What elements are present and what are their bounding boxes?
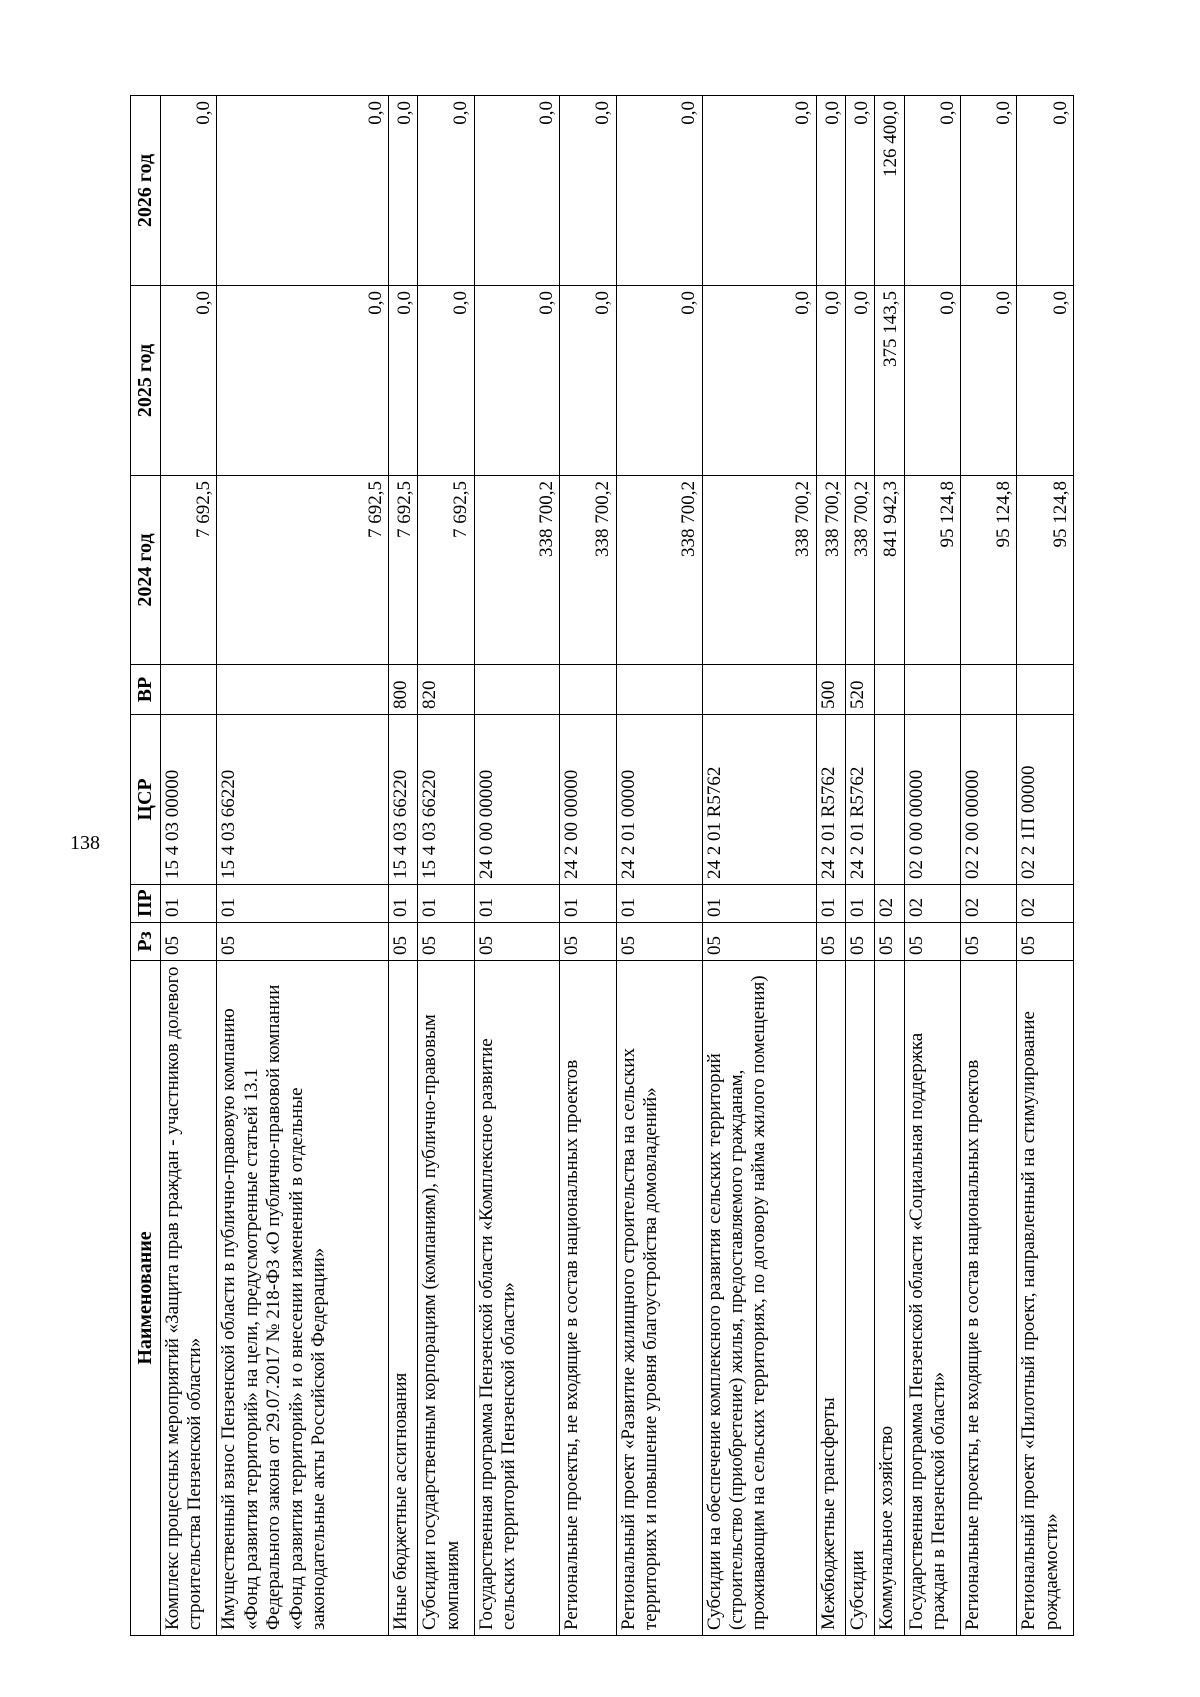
cell-2025: 0,0 (845, 286, 874, 476)
cell-name: Коммунальное хозяйство (875, 961, 904, 1636)
cell-pr: 01 (217, 885, 389, 923)
cell-vr: 820 (418, 665, 474, 715)
table-row (474, 96, 560, 1636)
cell-rz: 05 (1017, 923, 1074, 961)
cell-2024: 7 692,5 (161, 476, 217, 665)
cell-vr (161, 665, 217, 715)
cell-2025: 0,0 (388, 286, 417, 476)
header-csr: ЦСР (131, 715, 161, 885)
cell-2025: 0,0 (161, 286, 217, 476)
cell-2026: 0,0 (845, 96, 874, 286)
cell-2024: 338 700,2 (474, 476, 560, 665)
cell-csr: 02 2 00 00000 (960, 715, 1016, 885)
cell-2024: 338 700,2 (616, 476, 702, 665)
cell-2024: 7 692,5 (418, 476, 474, 665)
cell-name: Региональный проект «Пилотный проект, направленный на стимулирование рождаемости» (1017, 961, 1074, 1636)
cell-vr: 500 (816, 665, 845, 715)
header-2026: 2026 год (131, 96, 161, 286)
cell-2025: 0,0 (474, 286, 560, 476)
cell-name: Субсидии (845, 961, 874, 1636)
cell-vr (960, 665, 1016, 715)
cell-pr: 02 (904, 885, 960, 923)
table-row (418, 96, 474, 1636)
table-row (388, 96, 417, 1636)
cell-rz: 05 (616, 923, 702, 961)
cell-2024: 338 700,2 (816, 476, 845, 665)
table-row (816, 96, 845, 1636)
cell-2025: 0,0 (816, 286, 845, 476)
cell-name: Субсидии на обеспечение комплексного развития сельских территорий (строительство (приобретение) жилья, предоставляемого гражданам, проживающим на сельских территориях, по договору найма жилого помещения) (702, 961, 816, 1636)
cell-2026: 126 400,0 (875, 96, 904, 286)
table-row (560, 96, 616, 1636)
table-row (875, 96, 904, 1636)
cell-pr: 02 (875, 885, 904, 923)
cell-pr: 02 (960, 885, 1016, 923)
cell-pr: 01 (560, 885, 616, 923)
cell-2024: 841 942,3 (875, 476, 904, 665)
cell-2026: 0,0 (474, 96, 560, 286)
cell-csr: 15 4 03 66220 (388, 715, 417, 885)
header-2025: 2025 год (131, 286, 161, 476)
cell-2026: 0,0 (217, 96, 389, 286)
cell-csr: 02 2 1П 00000 (1017, 715, 1074, 885)
cell-2025: 0,0 (418, 286, 474, 476)
cell-csr: 24 2 01 R5762 (845, 715, 874, 885)
cell-rz: 05 (702, 923, 816, 961)
cell-name: Субсидии государственным корпорациям (компаниям), публично-правовым компаниям (418, 961, 474, 1636)
cell-2024: 95 124,8 (960, 476, 1016, 665)
header-2024: 2024 год (131, 476, 161, 665)
cell-pr: 01 (702, 885, 816, 923)
table-row (845, 96, 874, 1636)
cell-rz: 05 (845, 923, 874, 961)
cell-2024: 95 124,8 (904, 476, 960, 665)
cell-2026: 0,0 (161, 96, 217, 286)
cell-2024: 338 700,2 (845, 476, 874, 665)
cell-csr: 15 4 03 00000 (161, 715, 217, 885)
budget-table (130, 95, 1074, 1636)
cell-2025: 375 143,5 (875, 286, 904, 476)
cell-name: Региональные проекты, не входящие в состав национальных проектов (960, 961, 1016, 1636)
cell-name: Государственная программа Пензенской области «Комплексное развитие сельских территорий Пензенской области» (474, 961, 560, 1636)
cell-2026: 0,0 (560, 96, 616, 286)
cell-vr (616, 665, 702, 715)
table-row (616, 96, 702, 1636)
cell-2026: 0,0 (388, 96, 417, 286)
cell-rz: 05 (474, 923, 560, 961)
cell-pr: 01 (161, 885, 217, 923)
cell-2025: 0,0 (616, 286, 702, 476)
cell-name: Региональный проект «Развитие жилищного строительства на сельских территориях и повышение уровня благоустройства домовладений» (616, 961, 702, 1636)
cell-2026: 0,0 (904, 96, 960, 286)
cell-2026: 0,0 (702, 96, 816, 286)
cell-rz: 05 (904, 923, 960, 961)
table-row (217, 96, 389, 1636)
cell-rz: 05 (418, 923, 474, 961)
cell-name: Иные бюджетные ассигнования (388, 961, 417, 1636)
cell-2025: 0,0 (217, 286, 389, 476)
table-row (904, 96, 960, 1636)
cell-2024: 338 700,2 (560, 476, 616, 665)
page-number: 138 (70, 832, 100, 854)
cell-pr: 01 (388, 885, 417, 923)
cell-csr: 24 0 00 00000 (474, 715, 560, 885)
header-pr: ПР (131, 885, 161, 923)
cell-name: Региональные проекты, не входящие в состав национальных проектов (560, 961, 616, 1636)
cell-2024: 95 124,8 (1017, 476, 1074, 665)
table-row (1017, 96, 1074, 1636)
cell-2026: 0,0 (418, 96, 474, 286)
cell-rz: 05 (161, 923, 217, 961)
cell-vr (217, 665, 389, 715)
header-rz: Рз (131, 923, 161, 961)
cell-2025: 0,0 (1017, 286, 1074, 476)
cell-name: Межбюджетные трансферты (816, 961, 845, 1636)
cell-csr: 24 2 01 R5762 (702, 715, 816, 885)
cell-csr: 24 2 01 00000 (616, 715, 702, 885)
cell-rz: 05 (560, 923, 616, 961)
rotated-table-container (130, 96, 1074, 1636)
cell-vr (1017, 665, 1074, 715)
cell-csr: 15 4 03 66220 (217, 715, 389, 885)
header-vr: ВР (131, 665, 161, 715)
cell-csr: 02 0 00 00000 (904, 715, 960, 885)
cell-2025: 0,0 (560, 286, 616, 476)
cell-vr (474, 665, 560, 715)
cell-csr: 24 2 01 R5762 (816, 715, 845, 885)
cell-csr: 15 4 03 66220 (418, 715, 474, 885)
cell-vr (904, 665, 960, 715)
cell-pr: 01 (474, 885, 560, 923)
cell-vr (560, 665, 616, 715)
cell-pr: 01 (845, 885, 874, 923)
cell-vr: 800 (388, 665, 417, 715)
cell-rz: 05 (217, 923, 389, 961)
cell-vr: 520 (845, 665, 874, 715)
table-row (161, 96, 217, 1636)
header-name: Наименование (131, 961, 161, 1636)
cell-rz: 05 (816, 923, 845, 961)
cell-name: Комплекс процессных мероприятий «Защита прав граждан - участников долевого строительства Пензенской области» (161, 961, 217, 1636)
cell-2026: 0,0 (1017, 96, 1074, 286)
cell-rz: 05 (388, 923, 417, 961)
table-header-row (131, 96, 161, 1636)
cell-pr: 02 (1017, 885, 1074, 923)
cell-2024: 338 700,2 (702, 476, 816, 665)
cell-csr: 24 2 00 00000 (560, 715, 616, 885)
table-row (960, 96, 1016, 1636)
cell-name: Имущественный взнос Пензенской области в публично-правовую компанию «Фонд развития территорий» на цели, предусмотренные статьей 13.1 Федерального закона от 29.07.2017 № 218-ФЗ «О публично-правовой компании «Фонд развития территорий» и о внесении изменений в отдельные законодательные акты Российской Федерации» (217, 961, 389, 1636)
cell-2026: 0,0 (616, 96, 702, 286)
cell-2024: 7 692,5 (388, 476, 417, 665)
cell-pr: 01 (418, 885, 474, 923)
cell-2026: 0,0 (960, 96, 1016, 286)
cell-2026: 0,0 (816, 96, 845, 286)
cell-rz: 05 (875, 923, 904, 961)
cell-pr: 01 (616, 885, 702, 923)
cell-2025: 0,0 (904, 286, 960, 476)
cell-vr (702, 665, 816, 715)
cell-rz: 05 (960, 923, 1016, 961)
cell-2025: 0,0 (960, 286, 1016, 476)
cell-vr (875, 665, 904, 715)
cell-pr: 01 (816, 885, 845, 923)
cell-csr (875, 715, 904, 885)
cell-name: Государственная программа Пензенской области «Социальная поддержка граждан в Пензенской области» (904, 961, 960, 1636)
table-row (702, 96, 816, 1636)
cell-2025: 0,0 (702, 286, 816, 476)
cell-2024: 7 692,5 (217, 476, 389, 665)
